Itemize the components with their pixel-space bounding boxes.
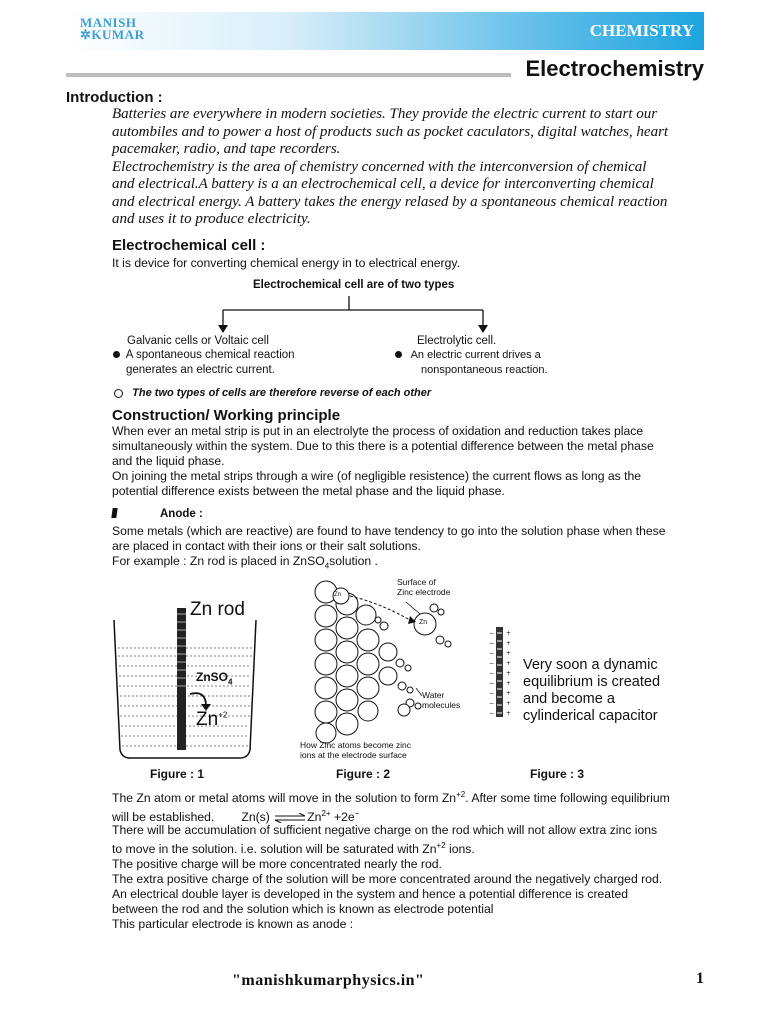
figure-1-caption: Figure : 1 <box>150 767 205 781</box>
types-branch-diagram <box>210 294 500 336</box>
anode-marker-icon <box>111 508 117 518</box>
svg-text:−: − <box>489 710 495 717</box>
svg-text:−: − <box>489 650 495 657</box>
svg-text:−: − <box>489 640 495 647</box>
text-line: An electrical double layer is developed in the system and hence a potential difference is created <box>112 887 629 902</box>
text-line: This particular electrode is known as anode : <box>112 917 354 932</box>
svg-text:−: − <box>489 670 495 677</box>
svg-text:+: + <box>506 680 512 687</box>
logo-line1: MANISH <box>80 15 137 30</box>
footer-site: "manishkumarphysics.in" <box>232 972 425 989</box>
svg-text:+: + <box>506 640 512 647</box>
bullet-icon <box>395 351 402 358</box>
svg-text:−: − <box>489 660 495 667</box>
fig2-zn-ion-label: Zn <box>419 619 428 626</box>
svg-text:+: + <box>506 660 512 667</box>
fig2-zn-atom-label: Zn <box>334 592 342 598</box>
cell-definition: It is device for converting chemical energy in to electrical energy. <box>112 256 460 270</box>
text-line: potential difference exists between the metal phase and the liquid phase. <box>112 484 505 498</box>
galvanic-title: Galvanic cells or Voltaic cell <box>127 335 269 347</box>
equilibrium-arrow-icon <box>273 813 307 823</box>
text-line: between the rod and the solution which is known as electrode potential <box>112 902 494 917</box>
figure-3-caption: Figure : 3 <box>530 767 585 781</box>
text-line: and electrical energy. A battery takes the energy relased by a spontaneous chemical reaction <box>112 193 668 210</box>
accumulation-paragraph <box>112 823 712 932</box>
text-line: are placed in contact with their ions or their salt solutions. <box>112 539 421 553</box>
figure-2-caption: Figure : 2 <box>336 767 391 781</box>
anode-heading: Anode : <box>160 508 203 520</box>
bullet-icon <box>113 351 120 358</box>
electrolytic-bullet-cont: nonspontaneous reaction. <box>421 364 548 376</box>
svg-text:−: − <box>489 680 495 687</box>
text-line: Electrochemistry is the area of chemistry concerned with the interconversion of chemical <box>112 158 647 175</box>
text-line: The extra positive charge of the solution will be more concentrated around the negatively charged rod. <box>112 872 663 887</box>
text-line: When ever an metal strip is put in an electrolyte the process of oxidation and reduction takes place <box>112 424 644 438</box>
intro-paragraph <box>112 106 712 229</box>
svg-text:+: + <box>506 670 512 677</box>
text-line: to move in the solution. i.e. solution will be saturated with $Zn^{+2}$ ions. <box>112 841 475 857</box>
text-line: autombiles and to power a host of products such as pocket caculators, digital watches, heart <box>112 123 669 140</box>
galvanic-bullet-cont: generates an electric current. <box>126 364 275 376</box>
electrolytic-title: Electrolytic cell. <box>417 335 497 347</box>
logo-line2: ✲KUMAR <box>80 27 145 42</box>
construction-paragraph <box>112 424 712 499</box>
text-line: and electrical.A battery is a an electrochemical cell, a device for interconverting chemical <box>112 176 654 192</box>
fig1-rod-label: Zn rod <box>190 599 245 620</box>
fig3-text: Very soon a dynamic equilibrium is created and become a cylinderical capacitor <box>523 657 661 724</box>
electrolytic-bullet: An electric current drives a <box>395 349 541 361</box>
text-line: The positive charge will be more concentrated nearly the rod. <box>112 857 442 872</box>
fig1-ion-label: $Zn^{+2}$ <box>196 709 228 730</box>
text-line: and uses it to produce electricity. <box>112 211 311 227</box>
logo <box>80 17 144 41</box>
text-line: For example : Zn rod is placed in ZnSO$_4$solution . <box>112 554 378 571</box>
text-line: and the liquid phase. <box>112 454 225 468</box>
reverse-note: The two types of cells are therefore reverse of each other <box>114 387 431 399</box>
fig2-surface-label: Surface of Zinc electrode <box>397 577 451 597</box>
text-line: simultaneously within the system. Due to this there is a potential difference between the metal phase <box>112 439 654 453</box>
cell-types-title: Electrochemical cell are of two types <box>253 279 455 291</box>
text-line: Some metals (which are reactive) are found to have tendency to go into the solution phase when these <box>112 524 666 538</box>
text-line: will be established. Zn(s) $Zn^{2+} +2e^-$ <box>112 809 360 825</box>
text-line: The Zn atom or metal atoms will move in the solution to form $Zn^{+2}$. After some time following equilibrium <box>112 790 670 806</box>
page-number: 1 <box>696 970 705 987</box>
construction-heading: Construction/ Working principle <box>112 407 341 424</box>
text-line: There will be accumulation of sufficient negative charge on the rod which will not allow extra zinc ions <box>112 823 658 837</box>
fig2-water-label: Water molecules <box>422 690 461 710</box>
figure-3-capacitor <box>488 625 516 720</box>
intro-heading: Introduction : <box>66 89 163 106</box>
svg-text:+: + <box>506 650 512 657</box>
svg-text:−: − <box>489 700 495 707</box>
fig2-caption: How Zinc atoms become zinc ions at the electrode surface <box>300 740 412 760</box>
cell-heading: Electrochemical cell : <box>112 237 266 254</box>
subject-label: CHEMISTRY <box>589 21 694 40</box>
text-line: Batteries are everywhere in modern societies. They provide the electric current to start our <box>112 106 658 122</box>
svg-text:−: − <box>489 690 495 697</box>
text-line: On joining the metal strips through a wire (of negligible resistence) the current flows as long as the <box>112 469 642 483</box>
page-title: Electrochemistry <box>525 56 704 81</box>
anode-paragraph <box>112 524 712 573</box>
equilibrium-paragraph <box>112 787 712 825</box>
fig1-solution-label: ZnSO$_4$ <box>196 670 233 687</box>
figure-2-atoms <box>310 578 480 748</box>
svg-text:+: + <box>506 700 512 707</box>
hollow-bullet-icon <box>114 389 123 398</box>
svg-text:+: + <box>506 710 512 717</box>
svg-text:+: + <box>506 630 512 637</box>
header-rule <box>66 73 511 77</box>
galvanic-bullet: A spontaneous chemical reaction <box>113 349 295 361</box>
text-line: pacemaker, radio, and tape recorders. <box>112 141 341 157</box>
svg-text:−: − <box>489 630 495 637</box>
svg-text:+: + <box>506 690 512 697</box>
